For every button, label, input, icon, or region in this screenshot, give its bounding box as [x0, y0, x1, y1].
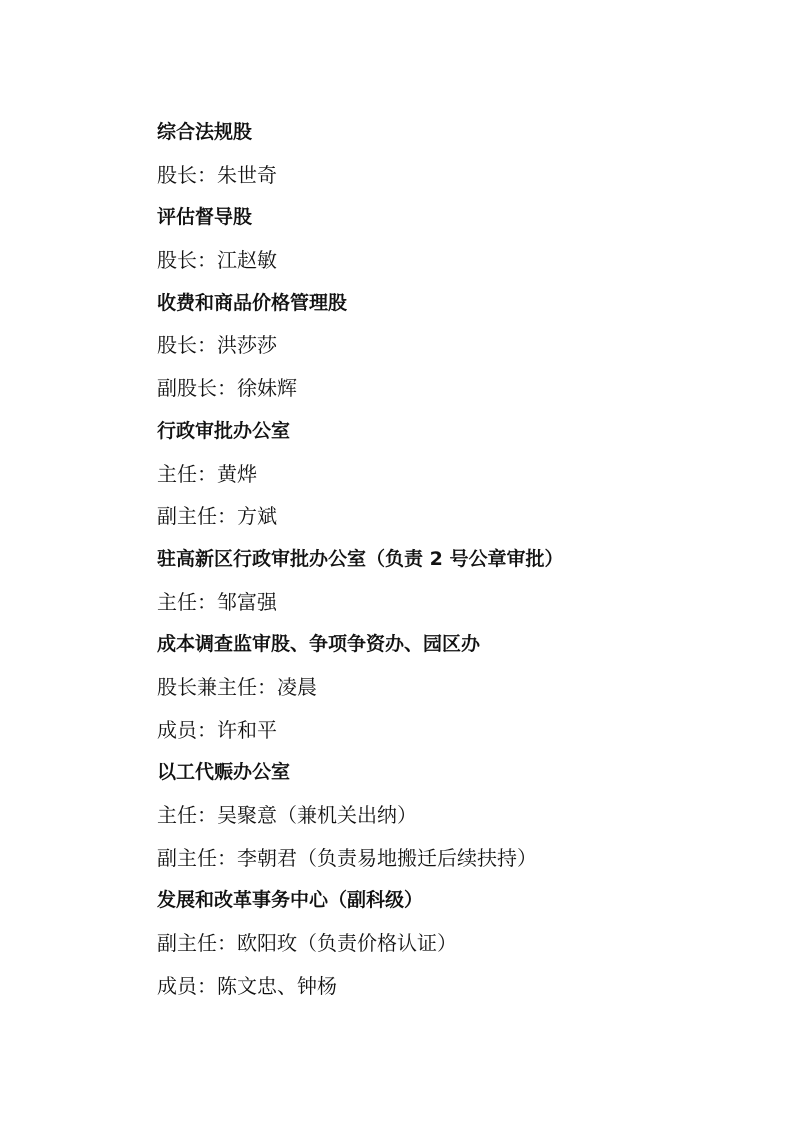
- personnel-entry: 股长：洪莎莎: [157, 333, 277, 358]
- personnel-entry: 主任：黄烨: [157, 461, 257, 486]
- section-heading: 以工代赈办公室: [157, 761, 291, 784]
- personnel-entry: 股长：江赵敏: [157, 248, 277, 273]
- section-heading: 综合法规股: [157, 121, 253, 143]
- personnel-entry: 副股长：徐妹辉: [157, 376, 297, 401]
- personnel-entry: 股长：朱世奇: [157, 162, 277, 187]
- personnel-list: [157, 116, 757, 1012]
- section-heading: 收费和商品价格管理股: [157, 291, 348, 314]
- section-heading: 评估督导股: [157, 206, 253, 229]
- personnel-entry: 副主任：方斌: [157, 504, 277, 529]
- personnel-entry: 副主任：李朝君（负责易地搬迁后续扶持）: [157, 845, 537, 870]
- personnel-entry: 副主任：欧阳玫（负责价格认证）: [157, 931, 457, 956]
- personnel-entry: 股长兼主任：凌晨: [157, 674, 317, 699]
- section-heading: 行政审批办公室: [157, 419, 291, 442]
- personnel-entry: 主任：吴聚意（兼机关出纳）: [157, 803, 417, 827]
- section-heading: 成本调查监审股、争项争资办、园区办: [157, 633, 481, 656]
- personnel-entry: 成员：许和平: [157, 717, 277, 742]
- personnel-entry: 主任：邹富强: [157, 589, 277, 614]
- personnel-entry: 成员：陈文忠、钟杨: [157, 973, 337, 998]
- section-heading: 发展和改革事务中心（副科级）: [157, 889, 424, 912]
- section-heading: 驻高新区行政审批办公室（负责 2 号公章审批）: [157, 547, 564, 570]
